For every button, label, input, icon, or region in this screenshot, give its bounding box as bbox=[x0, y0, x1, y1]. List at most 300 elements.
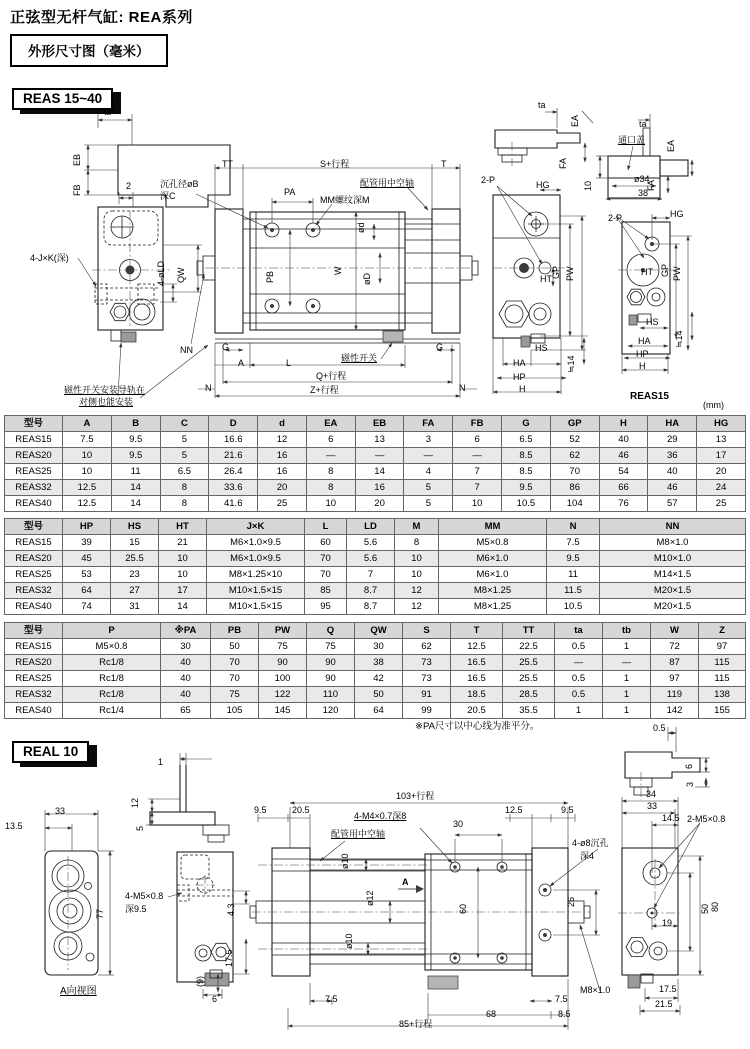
value-cell: — bbox=[603, 655, 651, 671]
value-cell: 8.7 bbox=[347, 599, 395, 615]
column-header: MM bbox=[439, 519, 547, 535]
value-cell: 21 bbox=[159, 535, 207, 551]
value-cell: 1 bbox=[555, 703, 603, 719]
dim-label: (9) bbox=[195, 976, 205, 987]
dim-label: 7.5 bbox=[555, 994, 568, 1004]
value-cell: 25.5 bbox=[503, 671, 555, 687]
value-cell: 10 bbox=[159, 551, 207, 567]
dim-label: PA bbox=[284, 187, 296, 197]
value-cell: 9.5 bbox=[547, 551, 600, 567]
value-cell: 1 bbox=[603, 687, 651, 703]
value-cell: 10.5 bbox=[547, 599, 600, 615]
dim-label: MM螺纹深M bbox=[320, 195, 370, 205]
dim-label: A bbox=[238, 358, 245, 368]
value-cell: 15 bbox=[111, 535, 159, 551]
dim-label: (mm) bbox=[703, 400, 724, 410]
value-cell: 1 bbox=[603, 703, 651, 719]
value-cell: 7 bbox=[453, 480, 502, 496]
value-cell: Rc1/8 bbox=[63, 687, 161, 703]
table-row bbox=[5, 480, 746, 496]
model-cell: REAS40 bbox=[5, 496, 63, 512]
table-row bbox=[5, 464, 746, 480]
value-cell: 20 bbox=[258, 480, 307, 496]
value-cell: 53 bbox=[63, 567, 111, 583]
dim-label: HP bbox=[513, 372, 526, 382]
value-cell: 120 bbox=[307, 703, 355, 719]
value-cell: 22.5 bbox=[503, 639, 555, 655]
dim-label: ø12 bbox=[365, 890, 375, 906]
reas-left-bracket-profile bbox=[84, 114, 230, 207]
model-cell: REAS15 bbox=[5, 639, 63, 655]
value-cell: Rc1/8 bbox=[63, 671, 161, 687]
column-header: d bbox=[258, 416, 307, 432]
dim-label: 103+行程 bbox=[396, 791, 435, 801]
column-header: G bbox=[502, 416, 551, 432]
value-cell: 10 bbox=[159, 567, 207, 583]
value-cell: 6 bbox=[306, 432, 355, 448]
value-cell: 40 bbox=[161, 687, 211, 703]
value-cell: 9.5 bbox=[111, 448, 160, 464]
value-cell: 1 bbox=[603, 671, 651, 687]
column-header: L bbox=[305, 519, 347, 535]
dim-label: 4-M4×0.7深8 bbox=[354, 811, 407, 821]
value-cell: 10 bbox=[306, 496, 355, 512]
dim-label: HT bbox=[641, 267, 653, 277]
value-cell: 11 bbox=[111, 464, 160, 480]
dim-label: ø10 bbox=[344, 933, 354, 949]
dim-label: G bbox=[222, 342, 230, 352]
value-cell: 75 bbox=[307, 639, 355, 655]
value-cell: 65 bbox=[161, 703, 211, 719]
dim-label: 8.5 bbox=[558, 1009, 571, 1019]
dim-label: PW bbox=[672, 266, 682, 281]
dim-label: FA bbox=[558, 157, 568, 169]
column-header: A bbox=[63, 416, 112, 432]
value-cell: 16 bbox=[258, 464, 307, 480]
column-header: T bbox=[451, 623, 503, 639]
value-cell: 24 bbox=[697, 480, 746, 496]
model-cell: REAS20 bbox=[5, 655, 63, 671]
value-cell: 7.5 bbox=[63, 432, 112, 448]
value-cell: 5 bbox=[160, 432, 209, 448]
value-cell: 6.5 bbox=[502, 432, 551, 448]
column-header: HG bbox=[697, 416, 746, 432]
dim-label: Q+行程 bbox=[316, 371, 347, 381]
dim-label: HP bbox=[636, 349, 649, 359]
value-cell: 50 bbox=[355, 687, 403, 703]
value-cell: 138 bbox=[699, 687, 746, 703]
dim-label: 85+行程 bbox=[399, 1019, 433, 1029]
value-cell: 7 bbox=[347, 567, 395, 583]
value-cell: 100 bbox=[259, 671, 307, 687]
value-cell: 10 bbox=[453, 496, 502, 512]
value-cell: 12.5 bbox=[63, 480, 112, 496]
value-cell: 14 bbox=[355, 464, 404, 480]
dim-label: T bbox=[441, 159, 447, 169]
value-cell: M10×1.5×15 bbox=[207, 583, 305, 599]
dim-label: HT bbox=[540, 274, 552, 284]
value-cell: 16.5 bbox=[451, 671, 503, 687]
value-cell: 14 bbox=[159, 599, 207, 615]
value-cell: 18.5 bbox=[451, 687, 503, 703]
value-cell: 9.5 bbox=[502, 480, 551, 496]
dim-label: 9.5 bbox=[254, 805, 267, 815]
value-cell: 7.5 bbox=[547, 535, 600, 551]
dim-label: 沉孔径øB bbox=[160, 179, 199, 189]
table-row bbox=[5, 448, 746, 464]
value-cell: 70 bbox=[211, 655, 259, 671]
dim-label: 深C bbox=[160, 191, 176, 201]
dim-label: 6 bbox=[684, 763, 694, 769]
value-cell: 11 bbox=[547, 567, 600, 583]
value-cell: 35.5 bbox=[503, 703, 555, 719]
dim-label: 3 bbox=[685, 781, 695, 787]
column-header: tb bbox=[603, 623, 651, 639]
column-header: N bbox=[547, 519, 600, 535]
value-cell: 5 bbox=[404, 496, 453, 512]
value-cell: 72 bbox=[651, 639, 699, 655]
dim-label: GP bbox=[551, 265, 561, 279]
value-cell: 64 bbox=[355, 703, 403, 719]
value-cell: 8.7 bbox=[347, 583, 395, 599]
value-cell: 60 bbox=[305, 535, 347, 551]
column-header: HA bbox=[648, 416, 697, 432]
dim-label: 1 bbox=[158, 757, 164, 767]
value-cell: M10×1.0 bbox=[600, 551, 746, 567]
reas-port-cover-view bbox=[596, 114, 692, 199]
model-cell: REAS25 bbox=[5, 671, 63, 687]
real-topright-profile bbox=[625, 727, 710, 800]
dim-label: 13.5 bbox=[5, 821, 23, 831]
dim-label: 12 bbox=[130, 797, 140, 808]
value-cell: 20 bbox=[697, 464, 746, 480]
reas-left-end-view bbox=[78, 192, 268, 398]
value-cell: 14 bbox=[111, 496, 160, 512]
value-cell: 36 bbox=[648, 448, 697, 464]
value-cell: M8×1.25 bbox=[439, 583, 547, 599]
dim-label: ød bbox=[356, 222, 366, 233]
dim-label: S+行程 bbox=[320, 159, 350, 169]
dim-label: 21.5 bbox=[655, 999, 673, 1009]
dim-label: 深9.5 bbox=[125, 904, 147, 914]
value-cell: 6.5 bbox=[160, 464, 209, 480]
model-cell: REAS25 bbox=[5, 464, 63, 480]
value-cell: 105 bbox=[211, 703, 259, 719]
dim-label: 2 bbox=[126, 181, 132, 191]
table-row bbox=[5, 671, 746, 687]
value-cell: 0.5 bbox=[555, 687, 603, 703]
dim-label: HS bbox=[535, 343, 548, 353]
value-cell: 86 bbox=[550, 480, 599, 496]
dim-label: 19 bbox=[662, 918, 673, 928]
value-cell: 75 bbox=[211, 687, 259, 703]
dim-label: 26 bbox=[566, 896, 576, 907]
column-header: C bbox=[160, 416, 209, 432]
dim-label: ta bbox=[538, 100, 546, 110]
series-tab-reas: REAS 15~40 bbox=[12, 88, 113, 110]
value-cell: 155 bbox=[699, 703, 746, 719]
column-header: P bbox=[63, 623, 161, 639]
reas-side-view-a bbox=[493, 186, 588, 394]
real-small-bracket-profile bbox=[146, 753, 229, 842]
value-cell: 97 bbox=[699, 639, 746, 655]
value-cell: 142 bbox=[651, 703, 699, 719]
model-cell: REAS15 bbox=[5, 535, 63, 551]
value-cell: 13 bbox=[355, 432, 404, 448]
dim-label: 33 bbox=[55, 806, 66, 816]
dim-label: 17.5 bbox=[659, 984, 677, 994]
dim-label: 7.5 bbox=[325, 994, 338, 1004]
value-cell: 39 bbox=[63, 535, 111, 551]
value-cell: 50 bbox=[211, 639, 259, 655]
value-cell: 16 bbox=[355, 480, 404, 496]
value-cell: 52 bbox=[550, 432, 599, 448]
dim-label: W bbox=[333, 266, 343, 275]
dim-label: Z+行程 bbox=[310, 385, 339, 395]
dim-label: 配管用中空轴 bbox=[331, 829, 386, 839]
table-row bbox=[5, 567, 746, 583]
column-header: D bbox=[209, 416, 258, 432]
model-cell: REAS20 bbox=[5, 551, 63, 567]
value-cell: 11.5 bbox=[547, 583, 600, 599]
model-cell: REAS15 bbox=[5, 432, 63, 448]
real-a-view bbox=[45, 810, 114, 975]
dim-label: 50 bbox=[700, 903, 710, 914]
column-header: EA bbox=[306, 416, 355, 432]
value-cell: 12 bbox=[395, 599, 439, 615]
dim-label: tb bbox=[104, 107, 112, 117]
value-cell: 10.5 bbox=[502, 496, 551, 512]
value-cell: 8 bbox=[160, 496, 209, 512]
column-header: FB bbox=[453, 416, 502, 432]
dim-label: 5 bbox=[135, 825, 145, 831]
model-cell: REAS32 bbox=[5, 687, 63, 703]
value-cell: 30 bbox=[355, 639, 403, 655]
value-cell: — bbox=[555, 655, 603, 671]
dim-label: 14.5 bbox=[662, 813, 680, 823]
value-cell: Rc1/8 bbox=[63, 655, 161, 671]
column-header: HS bbox=[111, 519, 159, 535]
value-cell: 41.6 bbox=[209, 496, 258, 512]
value-cell: 10 bbox=[395, 567, 439, 583]
dim-label: 30 bbox=[453, 819, 464, 829]
value-cell: 5.6 bbox=[347, 535, 395, 551]
value-cell: 40 bbox=[599, 432, 648, 448]
dim-label: 2-P bbox=[481, 175, 496, 185]
value-cell: 75 bbox=[259, 639, 307, 655]
value-cell: 33.6 bbox=[209, 480, 258, 496]
value-cell: 27 bbox=[111, 583, 159, 599]
dim-label: A bbox=[402, 877, 409, 887]
value-cell: 5 bbox=[160, 448, 209, 464]
column-header: Z bbox=[699, 623, 746, 639]
value-cell: 8 bbox=[160, 480, 209, 496]
value-cell: 10 bbox=[395, 551, 439, 567]
dimensions-table-1 bbox=[4, 415, 746, 512]
dim-label: N bbox=[459, 383, 466, 393]
outline-dimensions-heading: 外形尺寸图（毫米） bbox=[10, 34, 168, 67]
reas-side-view-reas15 bbox=[616, 214, 692, 374]
dim-label: 2-P bbox=[608, 213, 623, 223]
column-header: Q bbox=[307, 623, 355, 639]
dim-label: 磁性开关 bbox=[341, 353, 378, 363]
value-cell: 0.5 bbox=[555, 671, 603, 687]
value-cell: 31 bbox=[111, 599, 159, 615]
model-cell: REAS40 bbox=[5, 703, 63, 719]
dim-label: 80 bbox=[710, 901, 720, 912]
dim-label: G bbox=[436, 342, 444, 352]
value-cell: 12 bbox=[395, 583, 439, 599]
value-cell: 0.5 bbox=[555, 639, 603, 655]
dim-label: H bbox=[639, 361, 646, 371]
value-cell: — bbox=[355, 448, 404, 464]
dim-label: 深4 bbox=[580, 851, 595, 861]
dim-label: NN bbox=[180, 345, 193, 355]
value-cell: 99 bbox=[403, 703, 451, 719]
column-header: EB bbox=[355, 416, 404, 432]
dim-label: øD bbox=[362, 273, 372, 285]
dim-label: HA bbox=[638, 336, 651, 346]
value-cell: 91 bbox=[403, 687, 451, 703]
dim-label: HG bbox=[536, 180, 550, 190]
dim-label: HG bbox=[670, 209, 684, 219]
reas-foot-profile-view bbox=[495, 108, 593, 166]
column-header: 型号 bbox=[5, 416, 63, 432]
value-cell: 30 bbox=[161, 639, 211, 655]
value-cell: M5×0.8 bbox=[439, 535, 547, 551]
value-cell: 12.5 bbox=[63, 496, 112, 512]
value-cell: 42 bbox=[355, 671, 403, 687]
dim-label: ø10 bbox=[340, 853, 350, 869]
value-cell: 95 bbox=[305, 599, 347, 615]
value-cell: 26.4 bbox=[209, 464, 258, 480]
dim-label: 17.5 bbox=[224, 949, 234, 967]
model-cell: REAS25 bbox=[5, 567, 63, 583]
dim-label: 60 bbox=[458, 903, 468, 914]
value-cell: 13 bbox=[697, 432, 746, 448]
dim-label: QW bbox=[176, 267, 186, 283]
dim-label: 对侧也能安装 bbox=[79, 397, 134, 407]
value-cell: 85 bbox=[305, 583, 347, 599]
value-cell: — bbox=[404, 448, 453, 464]
value-cell: 3 bbox=[404, 432, 453, 448]
value-cell: 29 bbox=[648, 432, 697, 448]
column-header: GP bbox=[550, 416, 599, 432]
dim-label: 38 bbox=[638, 188, 649, 198]
column-header: HT bbox=[159, 519, 207, 535]
column-header: PB bbox=[211, 623, 259, 639]
value-cell: 57 bbox=[648, 496, 697, 512]
value-cell: 25 bbox=[697, 496, 746, 512]
value-cell: M8×1.25×10 bbox=[207, 567, 305, 583]
value-cell: 12 bbox=[258, 432, 307, 448]
dimensions-table-3 bbox=[4, 622, 746, 719]
value-cell: 70 bbox=[305, 567, 347, 583]
dim-label: 9.5 bbox=[561, 805, 574, 815]
dim-label: 4-øLD bbox=[156, 260, 166, 286]
value-cell: 62 bbox=[550, 448, 599, 464]
value-cell: 4 bbox=[404, 464, 453, 480]
model-cell: REAS32 bbox=[5, 480, 63, 496]
value-cell: 21.6 bbox=[209, 448, 258, 464]
dim-label: ø34 bbox=[634, 174, 650, 184]
value-cell: 17 bbox=[697, 448, 746, 464]
value-cell: 46 bbox=[599, 448, 648, 464]
value-cell: — bbox=[453, 448, 502, 464]
dim-label: 12.5 bbox=[505, 805, 523, 815]
dim-label: EB bbox=[72, 153, 82, 166]
value-cell: 46 bbox=[648, 480, 697, 496]
value-cell: 64 bbox=[63, 583, 111, 599]
value-cell: 8 bbox=[395, 535, 439, 551]
value-cell: 10 bbox=[63, 448, 112, 464]
dim-label: REAS15 bbox=[630, 391, 669, 402]
value-cell: 97 bbox=[651, 671, 699, 687]
column-header: FA bbox=[404, 416, 453, 432]
value-cell: M5×0.8 bbox=[63, 639, 161, 655]
dim-label: 10 bbox=[583, 180, 593, 191]
value-cell: 66 bbox=[599, 480, 648, 496]
column-header: HP bbox=[63, 519, 111, 535]
value-cell: M6×1.0×9.5 bbox=[207, 551, 305, 567]
value-cell: 54 bbox=[599, 464, 648, 480]
dim-label: TT bbox=[222, 159, 233, 169]
dim-label: A向视图 bbox=[60, 986, 97, 997]
value-cell: 87 bbox=[651, 655, 699, 671]
value-cell: 38 bbox=[355, 655, 403, 671]
value-cell: M6×1.0×9.5 bbox=[207, 535, 305, 551]
column-header: J×K bbox=[207, 519, 305, 535]
column-header: S bbox=[403, 623, 451, 639]
dim-label: FA bbox=[646, 179, 656, 191]
value-cell: 115 bbox=[699, 655, 746, 671]
table-row bbox=[5, 432, 746, 448]
column-header: ※PA bbox=[161, 623, 211, 639]
value-cell: M14×1.5 bbox=[600, 567, 746, 583]
value-cell: 16.5 bbox=[451, 655, 503, 671]
column-header: M bbox=[395, 519, 439, 535]
value-cell: 25.5 bbox=[111, 551, 159, 567]
value-cell: M10×1.5×15 bbox=[207, 599, 305, 615]
column-header: 型号 bbox=[5, 623, 63, 639]
value-cell: 70 bbox=[211, 671, 259, 687]
value-cell: Rc1/4 bbox=[63, 703, 161, 719]
table-row bbox=[5, 639, 746, 655]
value-cell: 40 bbox=[161, 655, 211, 671]
value-cell: — bbox=[306, 448, 355, 464]
value-cell: 110 bbox=[307, 687, 355, 703]
model-cell: REAS40 bbox=[5, 599, 63, 615]
value-cell: 73 bbox=[403, 655, 451, 671]
dim-label: 77 bbox=[95, 908, 105, 919]
value-cell: M20×1.5 bbox=[600, 583, 746, 599]
value-cell: 62 bbox=[403, 639, 451, 655]
dim-label: HS bbox=[646, 317, 659, 327]
dim-label: H bbox=[519, 384, 526, 394]
value-cell: 10 bbox=[63, 464, 112, 480]
dim-label: 4-M5×0.8 bbox=[125, 891, 164, 901]
value-cell: 122 bbox=[259, 687, 307, 703]
value-cell: 8.5 bbox=[502, 448, 551, 464]
dim-label: 20.5 bbox=[292, 805, 310, 815]
value-cell: 17 bbox=[159, 583, 207, 599]
column-header: QW bbox=[355, 623, 403, 639]
value-cell: 8.5 bbox=[502, 464, 551, 480]
value-cell: 45 bbox=[63, 551, 111, 567]
value-cell: 6 bbox=[453, 432, 502, 448]
value-cell: M6×1.0 bbox=[439, 551, 547, 567]
value-cell: 28.5 bbox=[503, 687, 555, 703]
